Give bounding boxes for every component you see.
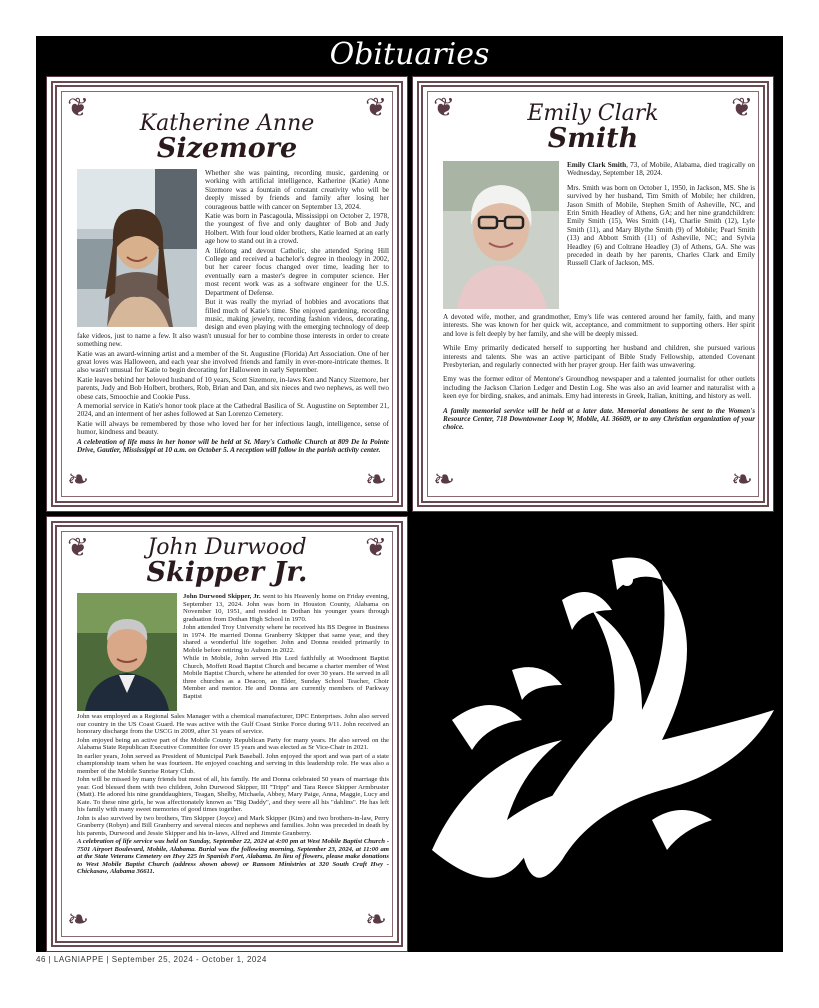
scroll-ornament-icon: ❦ (67, 533, 89, 562)
scroll-ornament-icon: ❦ (731, 93, 753, 122)
scroll-ornament-icon: ❦ (365, 533, 387, 562)
scroll-ornament-icon: ❧ (433, 465, 455, 494)
obituary-body: John Durwood Skipper, Jr. went to his Heavenly home on Friday evening, September 13, 2024. John was born in Houston County, Alabama on November 10, 1951, and resided in Dothan his younger years through graduation from Dothan High School in 1970. John attended Troy University where he received his BS Degree in Business in 1974. He married Donna Granberry Skipper that same year, and they shared a wonderful life together. John and Donna resided primarily in Mobile before retiring to Auburn in 2022. While in Mobile, John served His Lord faithfully at Woodmont Baptist Church, Moffett Road Baptist Church and became a charter member of West Mobile Baptist Church, where he attended for over 30 years. He served in all three churches as a Deacon, an Elder, Sunday School Teacher, Choir Member and mentor. He and Donna are currently members of Parkway Baptist John was employed as a Regional Sales Manager with a chemical manufacturer, DPC Enterprises. John also served our country in the US Coast Guard. He was active with the Gulf Coast Strike Force during 9/11. John received an honorary discharge from the USCG in 2009, after 31 years of service. John enjoyed being an active part of the Mobile County Republican Party for many years. He also served on the Alabama State Republican Executive Committee for over 15 years and was elected as Sr Vice-Chair in 2021. In earlier years, John served as President of Municipal Park Baseball. John enjoyed the sport and was part of a state championship team when he was fourteen. He enjoyed coaching and serving in this leadership role. He was also a member of the Mobile Sunrise Rotary Club. John will be missed by many friends but most of all, his family. He and Donna celebrated 50 years of marriage this year. God blessed them with two children, John Durwood Skipper, III "Tripp" and Tara Reece Skipper Armbruster (Matt). He adored his nine granddaughters, Teagan, Shelby, Michaela, Abbey, Mary Paige, Anna, Maggie, Lucy and Kate. To these nine girls, he was affectionately known as "Big Daddy", and they were all his "dahlins". He has left his family with many sweet memories of good times together. John is also survived by two brothers, Tim Skipper (Joyce) and Mark Skipper (Kim) and two brothers-in-law, Perry Granberry (Robyn) and Bill Granberry and several nieces and nephews and families. John was preceded in death by his parents, Durwood and Jessie Skipper and his in-laws, Alfred and Jimmie Granberry. A celebration of life service was held on Sunday, September 22, 2024 at 4:00 pm at West Mobile Baptist Church - 7501 Airport Boulevard, Mobile, Alabama. Burial was the following morning, September 23, 2024, at 11:00 am at the State Veterans Cemetery on Hwy 225 in Spanish Fort, Alabama. In lieu of flowers, please make donations to West Mobile Baptist Church (address shown above) or Ransom Ministries at 320 South Craft Hwy - Chickasaw, Alabama 36611. (77, 593, 389, 875)
obituary-body: Emily Clark Smith, 73, of Mobile, Alabama, died tragically on Wednesday, September 18, 2024. Mrs. Smith was born on October 1, 1950, in Jackson, MS. She is survived by her husband, Tim Smith of Mobile; her children, Jason Smith of Mobile, Stephen Smith of Asheville, NC, and Erin Smith Headley of Athens, GA; and her nine grandchildren: Emily Smith (15), Wes Smith (14), Charlie Smith (12), Lyle Smith (11), and Mary Blythe Smith (9) of Mobile; Pearl Smith (13) and Abbott Smith (11) of Asheville, NC; and Sylvia Headley (6) and Coltrane Headley (3) of Athens, GA. She was preceded in death by her parents, Charles Clark and Emily Russell Clark of Jackson, MS. A devoted wife, mother, and grandmother, Emy's life was centered around her family, faith, and many interests. She was known for her quick wit, acceptance, and commitment to supporting others. Her spirit and love is felt deeply by her family, and she will be deeply missed. While Emy primarily dedicated herself to supporting her husband and children, she pursued various interests and talents. She was an active participant of Bible Study Fellowship, attended Covenant Presbyterian, and regularly connected with her prayer group. Her faith was unwavering. Emy was the former editor of Mentone's Groundhog newspaper and a talented journalist for other outlets including the Jackson Clarion Ledger and Destin Log. She was also an avid learner and naturalist with a keen eye for birding, snakes, and animals. Emy had interests in Greek, Italian, knitting, and history as well. A family memorial service will be held at a later date. Memorial donations be sent to the Women's Resource Center, 718 Downtowner Loop W, Mobile, AL 36609, or to any Christian organization of your choice. (443, 161, 755, 432)
obituary-name-first: John Durwood (147, 535, 307, 560)
service-notice: A celebration of life mass in her honor will be held at St. Mary's Catholic Church at 809 De la Pointe Drive, Gautier, Mississippi at 10 a.m. on October 5. A reception will follow in the parish activity center. (77, 437, 389, 454)
obituary-name-last: Sizemore (156, 133, 298, 164)
obituary-name-first: Katherine Anne (139, 111, 315, 136)
scroll-ornament-icon: ❦ (67, 93, 89, 122)
floral-flourish-ornament (412, 520, 783, 952)
page-footer: 46 | LAGNIAPPE | September 25, 2024 - October 1, 2024 (36, 955, 267, 964)
service-notice: A family memorial service will be held at a later date. Memorial donations be sent to the Women's Resource Center, 718 Downtowner Loop W, Mobile, AL 36609, or to any Christian organization of your choice. (443, 406, 755, 432)
portrait-photo (77, 169, 197, 327)
portrait-photo (77, 593, 177, 711)
scroll-ornament-icon: ❧ (67, 905, 89, 934)
obituary-body: Whether she was painting, recording music, gardening or working with artificial intelligence, Katherine (Katie) Anne Sizemore was a fountain of constant creativity who will be deeply missed by friends and family after losing her courageous battle with cancer on September 13, 2024. Katie was born in Pascagoula, Mississippi on October 2, 1978, the youngest of five and only daughter of Bob and Judy Holbert. With four loud older brothers, Katie learned at an early age how to stand out in a crowd. A lifelong and devout Catholic, she attended Spring Hill College and received a bachelor's degree in theology in 2002, but her career focus changed over time, leading her to eventually earn a master's degree in computer science. Her most recent work was as a software engineer for the U.S. Department of Defense. But it was really the myriad of hobbies and avocations that filled much of Katie's time. She enjoyed gardening, recording music, making jewelry, recording fashion videos, decorating, design and even playing with the emerging technology of deep fake videos, just to name a few. It also wasn't unusual for her to combine those interests in order to create something new. Katie was an award-winning artist and a member of the St. Augustine (Florida) Art Association. One of her great loves was Halloween, and each year she involved friends and family in ever-more-intricate themes. It also wasn't unusual for Katie to begin decorating for Halloween in early September. Katie leaves behind her beloved husband of 10 years, Scott Sizemore, in-laws Ken and Nancy Sizemore, her parents, Judy and Bob Holbert, brothers, Rob, Brian and Dan, and six nieces and two nephews, as well two obese cats, Smoochie and Cookie Puss. A memorial service in Katie's honor took place at the Cathedral Basilica of St. Augustine on September 21, 2024, and an interment of her ashes followed at San Lorenzo Cemetery. Katie will always be remembered by those who loved her for her infectious laugh, intelligence, sense of humor, kindness and beauty. A celebration of life mass in her honor will be held at St. Mary's Catholic Church at 809 De la Pointe Drive, Gautier, Mississippi at 10 a.m. on October 5. A reception will follow in the parish activity center. (77, 169, 389, 454)
obituary-card-katherine (46, 76, 408, 512)
service-notice: A celebration of life service was held on Sunday, September 22, 2024 at 4:00 pm at West Mobile Baptist Church - 7501 Airport Boulevard, Mobile, Alabama. Burial was the following morning, September 23, 2024, at 11:00 am at the State Veterans Cemetery on Hwy 225 in Spanish Fort, Alabama. In lieu of flowers, please make donations to West Mobile Baptist Church (address shown above) or Ransom Ministries at 320 South Craft Hwy - Chickasaw, Alabama 36611. (77, 838, 389, 875)
obituary-card-emily (412, 76, 774, 512)
scroll-ornament-icon: ❧ (365, 465, 387, 494)
scroll-ornament-icon: ❧ (731, 465, 753, 494)
portrait-photo (443, 161, 559, 309)
scroll-ornament-icon: ❧ (67, 465, 89, 494)
section-title: Obituaries (36, 36, 783, 74)
scroll-ornament-icon: ❧ (365, 905, 387, 934)
obituary-name-last: Smith (547, 123, 639, 154)
scroll-ornament-icon: ❦ (365, 93, 387, 122)
obituary-card-john (46, 516, 408, 952)
scroll-ornament-icon: ❦ (433, 93, 455, 122)
obituary-name-first: Emily Clark (527, 101, 659, 126)
obituary-name-last: Skipper Jr. (146, 557, 308, 588)
